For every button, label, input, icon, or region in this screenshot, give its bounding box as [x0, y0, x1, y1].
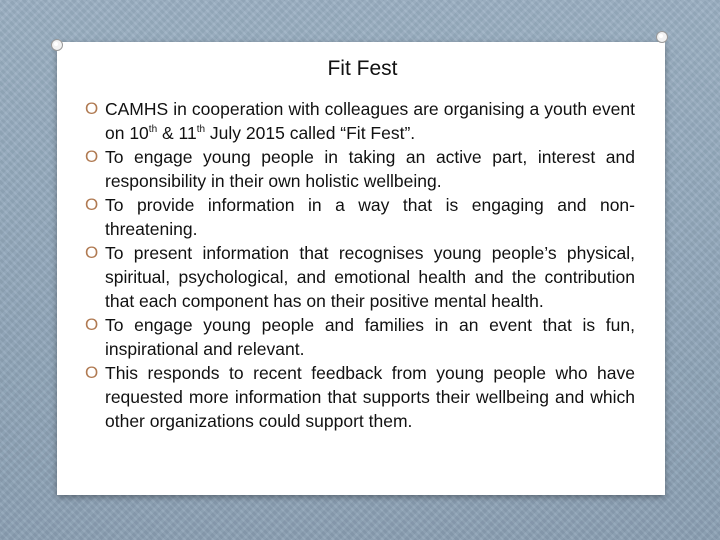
bullet-marker: O [85, 243, 99, 262]
slide-title: Fit Fest [327, 57, 398, 80]
bullet-text: To present information that recognises young people’s physical, spiritual, psychological, and emotional health and the contribution that each component has on their positive mental health. [105, 243, 635, 311]
bullet-item [85, 145, 635, 193]
bullet-marker: O [85, 99, 99, 118]
pushpin-icon [50, 38, 64, 52]
bullet-text: To engage young people in taking an active part, interest and responsibility in their own holistic wellbeing. [105, 147, 635, 191]
bullet-item [85, 361, 635, 433]
superscript: th [196, 124, 206, 136]
bullet-marker: O [85, 147, 99, 166]
bullet-item [85, 313, 635, 361]
superscript: th [148, 124, 158, 136]
bullet-item [85, 193, 635, 241]
bullet-text: This responds to recent feedback from young people who have requested more information that supports their wellbeing and which other organizations could support them. [105, 363, 635, 431]
bullet-marker: O [85, 363, 99, 382]
bullet-text: To provide information in a way that is engaging and non-threatening. [105, 195, 635, 239]
bullet-item [85, 97, 635, 145]
bullet-list [85, 97, 635, 433]
bullet-item [85, 241, 635, 313]
bullet-marker: O [85, 195, 99, 214]
bullet-marker: O [85, 315, 99, 334]
bullet-text: CAMHS in cooperation with colleagues are organising a youth event on 10th & 11th July 2015 called “Fit Fest”. [105, 99, 635, 143]
pushpin-icon [655, 30, 669, 44]
bullet-text: To engage young people and families in an event that is fun, inspirational and relevant. [105, 315, 635, 359]
